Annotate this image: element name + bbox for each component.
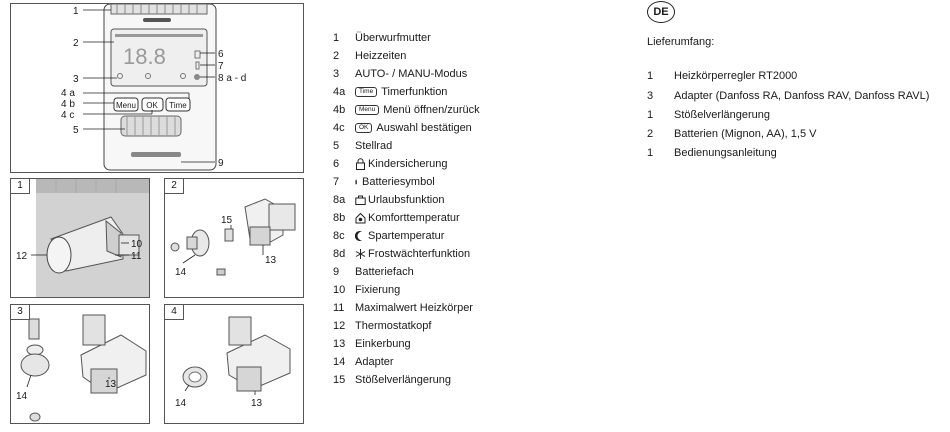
legend-number: 13 [333,338,346,350]
callout-label: 11 [131,251,142,262]
legend-text: Thermostatkopf [355,320,432,332]
figure-panel-4 [164,304,304,424]
time-button-icon: Time [355,87,377,97]
callout-label: 4 b [61,99,75,110]
legend-number: 10 [333,284,346,296]
legend-text: AUTO- / MANU-Modus [355,68,468,80]
scope-text: Batterien (Mignon, AA), 1,5 V [674,128,817,140]
device-overview-panel [10,3,304,173]
legend-text: Auswahl bestätigen [376,122,472,134]
callout-label: 13 [105,379,117,390]
legend-number: 8c [333,230,345,242]
callout-label: 13 [251,398,263,409]
legend-text: Frostwächterfunktion [368,248,471,260]
time-button-label: Time [169,101,187,110]
legend-number: 4a [333,86,346,98]
legend-number: 14 [333,356,346,368]
moon-icon [355,230,366,242]
callout-label: 4 a [61,88,75,99]
legend-text: Stößelverlängerung [355,374,452,386]
callout-label: 14 [175,267,187,278]
callout-label: 7 [218,61,224,72]
menu-button-icon: Menu [355,105,379,115]
house-sun-icon [355,212,366,224]
callout-label: 1 [73,6,79,17]
legend-number: 7 [333,176,340,188]
legend-number: 12 [333,320,346,332]
legend-number: 8d [333,248,346,260]
device-illustration [11,4,303,172]
callout-label: 12 [16,251,28,262]
scope-qty: 2 [647,128,654,140]
legend-number: 11 [333,302,345,314]
legend-text: Batteriefach [355,266,414,278]
battery-icon [355,176,360,188]
callout-label: 4 c [61,110,75,121]
legend-number: 8b [333,212,346,224]
legend-number: 8a [333,194,346,206]
panel-number: 2 [165,179,184,194]
legend-number: 4b [333,104,346,116]
figure-panel-3 [10,304,150,424]
legend-text: Timerfunktion [381,86,448,98]
legend-number: 9 [333,266,340,278]
callout-label: 10 [131,239,143,250]
suitcase-icon [355,194,366,206]
legend-text: Kindersicherung [368,158,448,170]
callout-label: 15 [221,215,233,226]
scope-text: Adapter (Danfoss RA, Danfoss RAV, Danfoss RAVL) [674,90,930,102]
callout-label: 9 [218,158,224,169]
ok-button-label: OK [146,101,158,110]
legend-text: Maximalwert Heizkörper [355,302,473,314]
legend-text: Einkerbung [355,338,411,350]
figure-panel-1 [10,178,150,298]
legend-text: Urlaubsfunktion [368,194,445,206]
legend-number: 15 [333,374,346,386]
legend-text: Batteriesymbol [362,176,435,188]
scope-qty: 3 [647,90,654,102]
ok-button-icon: OK [355,123,372,133]
scope-text: Heizkörperregler RT2000 [674,70,798,82]
adapter-mount-illustration [11,305,149,423]
callout-label: 14 [16,391,28,402]
legend-number: 4c [333,122,345,134]
scope-qty: 1 [647,109,654,121]
legend-text: Fixierung [355,284,401,296]
legend-text: Heizzeiten [355,50,407,62]
scope-text: Stößelverlängerung [674,109,771,121]
legend-text: Überwurfmutter [355,32,431,44]
panel-number: 4 [165,305,184,320]
callout-label: 2 [73,38,79,49]
panel-number: 1 [11,179,30,194]
scope-qty: 1 [647,147,654,159]
legend-text: Spartemperatur [368,230,445,242]
snowflake-icon [355,248,366,260]
panel-number: 3 [11,305,30,320]
callout-label: 6 [218,49,224,60]
legend-number: 5 [333,140,340,152]
scope-of-delivery-title: Lieferumfang: [647,36,715,48]
callout-label: 8 a - d [218,73,247,84]
legend-text: Adapter [355,356,394,368]
thermostat-on-radiator-illustration [11,179,149,297]
callout-label: 5 [73,125,79,136]
legend-number: 1 [333,32,340,44]
language-badge: DE [647,1,675,23]
adapter-valve-illustration [165,179,303,297]
legend-text: Menü öffnen/zurück [383,104,480,116]
callout-label: 13 [265,255,277,266]
lock-icon [355,158,366,170]
scope-text: Bedienungsanleitung [674,147,777,159]
legend-text: Komforttemperatur [368,212,460,224]
scope-qty: 1 [647,70,654,82]
legend-number: 3 [333,68,340,80]
legend-text: Stellrad [355,140,393,152]
callout-label: 3 [73,74,79,85]
svg-text:18.8: 18.8 [123,44,166,69]
legend-number: 2 [333,50,340,62]
callout-label: 14 [175,398,187,409]
adapter-valve-illustration [165,305,303,423]
legend-number: 6 [333,158,340,170]
menu-button-label: Menu [115,101,137,110]
figure-panel-2 [164,178,304,298]
